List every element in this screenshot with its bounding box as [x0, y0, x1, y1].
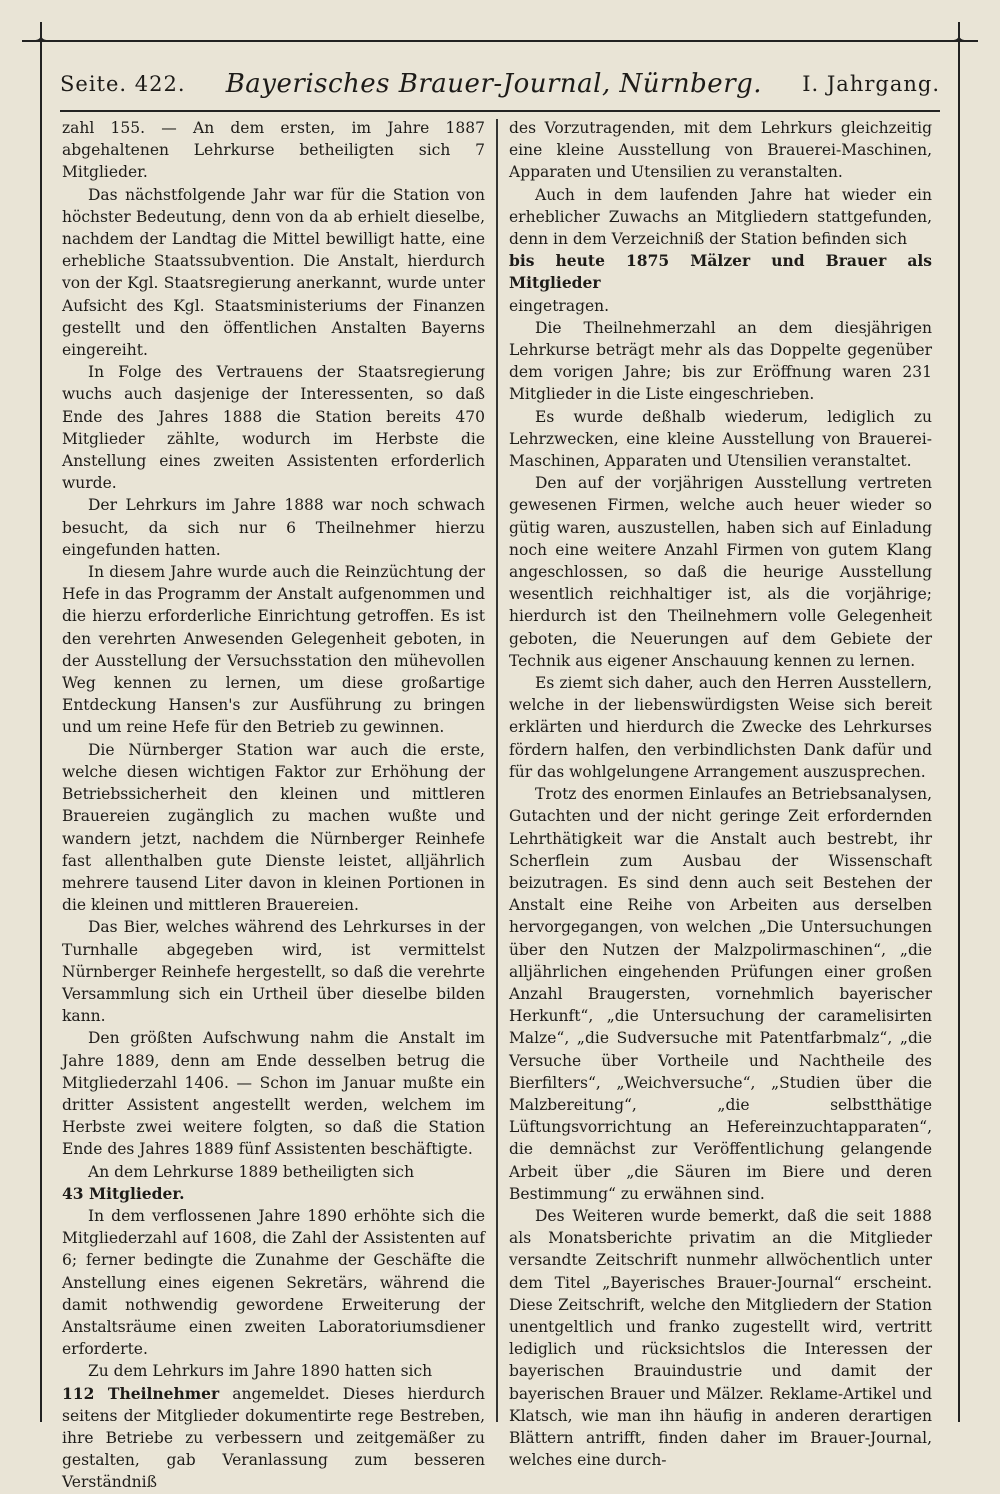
paragraph: Den auf der vorjährigen Ausstellung vertreten gewesenen Firmen, welche auch heuer wieder so gütig waren, auszustellen, haben sich auf Einladung noch eine weitere Anzahl Firmen von gutem Klang angeschlossen, so daß die heurige Ausstellung wesentlich reichhaltiger ist, als die vorjährige; hierdurch ist den Theilnehmern volle Gelegenheit geboten, die Neuerungen auf dem Gebiete der Technik aus eigener Anschauung kennen zu lernen. [509, 474, 932, 670]
paragraph: des Vorzutragenden, mit dem Lehrkurs gleichzeitig eine kleine Ausstellung von Brauerei-Maschinen, Apparaten und Utensilien zu veranstalten. [509, 119, 932, 182]
paragraph: zahl 155. — An dem ersten, im Jahre 1887 abgehaltenen Lehrkurse betheiligten sich 7 Mitglieder. [62, 119, 485, 182]
paragraph: Die Theilnehmerzahl an dem diesjährigen Lehrkurse beträgt mehr als das Doppelte gegenüber dem vorigen Jahre; bis zur Eröffnung waren 231 Mitglieder in die Liste eingeschrieben. [509, 318, 932, 404]
paragraph: Es wurde deßhalb wiederum, lediglich zu Lehrzwecken, eine kleine Ausstellung von Brauerei-Maschinen, Apparaten und Utensilien veranstaltet. [509, 407, 932, 471]
left-column [62, 117, 493, 1492]
right-border-rule [958, 22, 960, 1422]
paragraph: Es ziemt sich daher, auch den Herren Ausstellern, welche in der liebenswürdigsten Weise sich bereit erklärten und hierdurch die Zwecke des Lehrkurses fördern halfen, den verbindlichsten Dank dafür und für das wohlgelungene Arrangement auszusprechen. [509, 674, 932, 781]
highlighted-count: bis heute 1875 Mälzer und Brauer als Mitglieder [509, 251, 932, 293]
paragraph: Den größten Aufschwung nahm die Anstalt im Jahre 1889, denn am Ende desselben betrug die Mitgliederzahl 1406. — Schon im Januar mußte ein dritter Assistent angestellt werden, welchem im Herbste zwei weitere folgten, so daß die Station Ende des Jahres 1889 fünf Assistenten beschäftigte. [62, 1029, 485, 1159]
page-number: Seite. 422. [60, 72, 186, 96]
paragraph: eingetragen. [509, 296, 610, 315]
right-column [501, 117, 932, 1470]
paragraph-text: Zu dem Lehrkurs im Jahre 1890 hatten sich [88, 1362, 433, 1381]
page-header [60, 66, 940, 102]
volume-label: I. Jahrgang. [802, 72, 940, 96]
paragraph [62, 1360, 485, 1382]
paragraph: An dem Lehrkurse 1889 betheiligten sich [88, 1162, 415, 1181]
paragraph: In diesem Jahre wurde auch die Reinzüchtung der Hefe in das Programm der Anstalt aufgenommen und die hierzu erforderliche Einrichtung getroffen. Es ist den verehrten Anwesenden Gelegenheit geboten, in der Ausstellung der Versuchsstation den mühevollen Weg kennen zu lernen, um diese großartige Entdeckung Hansen's zur Ausführung zu bringen und um reine Hefe für den Betrieb zu gewinnen. [62, 563, 485, 737]
paragraph: In dem verflossenen Jahre 1890 erhöhte sich die Mitgliederzahl auf 1608, die Zahl der Assistenten auf 6; ferner bedingte die Zunahme der Geschäfte die Anstellung eines eigenen Sekretärs, während die damit nothwendig gewordene Erweiterung der Anstaltsräume einen zweiten Laboratoriumsdiener erforderte. [62, 1206, 485, 1359]
paragraph: Der Lehrkurs im Jahre 1888 war noch schwach besucht, da sich nur 6 Theilnehmer hierzu eingefunden hatten. [62, 496, 485, 559]
paragraph: Auch in dem laufenden Jahre hat wieder ein erheblicher Zuwachs an Mitgliedern stattgefunden, denn in dem Verzeichniß der Station befinden sich [509, 185, 932, 249]
corner-ornament-icon: ✦ [35, 33, 47, 49]
top-border-rule [22, 40, 978, 42]
paragraph-text: angemeldet. Dieses hierdurch seitens der Mitglieder dokumentirte rege Bestreben, ihre Betriebe zu verbessern und zeitgemäßer zu gestalten, gab Veranlassung zum besseren Verständniß [62, 1384, 485, 1492]
header-rule [60, 110, 940, 112]
highlighted-count: 112 Theilnehmer [62, 1383, 220, 1403]
text-columns [62, 117, 938, 1492]
journal-title: Bayerisches Brauer-Journal, Nürnberg. [225, 69, 763, 99]
paragraph [62, 1383, 485, 1494]
paragraph: Das Bier, welches während des Lehrkurses in der Turnhalle abgegeben wird, ist vermittelst Nürnberger Reinhefe hergestellt, so daß die verehrte Versammlung sich ein Urtheil über dieselbe bilden kann. [62, 918, 485, 1026]
left-border-rule [40, 22, 42, 1422]
column-divider [496, 119, 498, 1422]
paragraph: Des Weiteren wurde bemerkt, daß die seit 1888 als Monatsberichte privatim an die Mitglieder versandte Zeitschrift nunmehr allwöchentlich unter dem Titel „Bayerisches Brauer-Journal“ erscheint. Diese Zeitschrift, welche den Mitgliedern der Station unentgeltlich und franko zugestellt wird, vertritt lediglich und rücksichtslos die Interessen der bayerischen Brauindustrie und damit der bayerischen Brauer und Mälzer. Reklame-Artikel und Klatsch, wie man ihn häufig in anderen derartigen Blättern antrifft, finden daher im Brauer-Journal, welches eine durch- [509, 1206, 932, 1470]
paragraph: In Folge des Vertrauens der Staatsregierung wuchs auch dasjenige der Interessenten, so daß Ende des Jahres 1888 die Station bereits 470 Mitglieder zählte, wodurch im Herbste die Anstellung eines zweiten Assistenten erforderlich wurde. [62, 363, 485, 493]
paragraph: Das nächstfolgende Jahr war für die Station von höchster Bedeutung, denn von da ab erhielt dieselbe, nachdem der Landtag die Mittel bewilligt hatte, eine erhebliche Staatssubvention. Die Anstalt, hierdurch von der Kgl. Staatsregierung anerkannt, wurde unter Aufsicht des Kgl. Staatsministeriums der Finanzen gestellt und den öffentlichen Anstalten Bayerns eingereiht. [62, 185, 485, 360]
highlighted-count: 43 Mitglieder. [62, 1183, 185, 1203]
paragraph: Die Nürnberger Station war auch die erste, welche diesen wichtigen Faktor zur Erhöhung der Betriebssicherheit den kleinen und mittleren Brauereien zugänglich zu machen wußte und wandern jetzt, nachdem die Nürnberger Reinhefe fast allenthalben gute Dienste leistet, alljährlich mehrere tausend Liter davon in kleinen Portionen in die kleinen und mittleren Brauereien. [62, 740, 485, 915]
corner-ornament-icon: ✦ [953, 33, 965, 49]
paragraph: Trotz des enormen Einlaufes an Betriebsanalysen, Gutachten und der nicht geringe Zeit erfordernden Lehrthätigkeit war die Anstalt auch bestrebt, ihr Scherflein zum Ausbau der Wissenschaft beizutragen. Es sind denn auch seit Bestehen der Anstalt eine Reihe von Arbeiten aus derselben hervorgegangen, von welchen „Die Untersuchungen über den Nutzen der Malzpolirmaschinen“, „die alljährlichen eingehenden Prüfungen einer großen Anzahl Braugersten, vornehmlich bayerischer Herkunft“, „die Untersuchung der caramelisirten Malze“, „die Sudversuche mit Patentfarbmalz“, „die Versuche über Vortheile und Nachtheile des Bierfilters“, „Weichversuche“, „Studien über die Malzbereitung“, „die selbstthätige Lüftungsvorrichtung an Hefereinzuchtapparaten“, die demnächst zur Veröffentlichung gelangende Arbeit über „die Säuren im Biere und deren Bestimmung“ zu erwähnen sind. [509, 785, 932, 1203]
